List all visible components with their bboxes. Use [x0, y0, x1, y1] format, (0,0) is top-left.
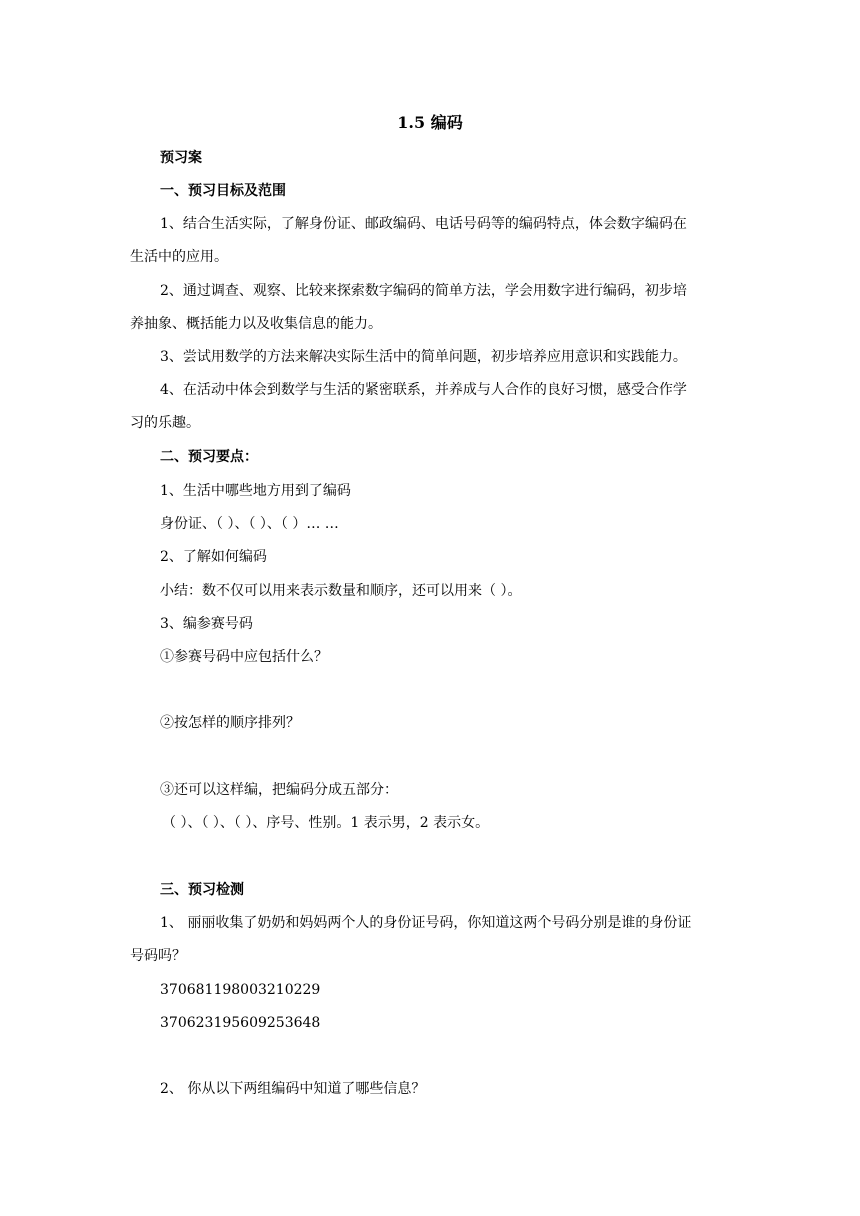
point-3: 3、编参赛号码 — [160, 616, 253, 632]
point-1: 1、生活中哪些地方用到了编码 — [160, 483, 351, 499]
question-3-fill: （ ）、（ ）、（ ）、序号、性别。1 表示男，2 表示女。 — [162, 815, 490, 831]
page-title: 1.5 编码 — [397, 113, 463, 132]
id-number-1: 370681198003210229 — [160, 982, 321, 998]
point-2-summary: 小结：数不仅可以用来表示数量和顺序，还可以用来（ ）。 — [160, 583, 522, 599]
heading-goals: 一、预习目标及范围 — [160, 183, 286, 199]
point-1-fill: 身份证、（ ）、（ ）、（ ）… … — [160, 516, 339, 532]
goal-2-line-1: 2、通过调查、观察、比较来探索数字编码的简单方法，学会用数字进行编码，初步培 — [160, 283, 687, 299]
id-number-2: 370623195609253648 — [160, 1015, 321, 1031]
heading-check: 三、预习检测 — [160, 882, 244, 898]
goal-4-line-2: 习的乐趣。 — [130, 415, 200, 431]
goal-3: 3、尝试用数学的方法来解决实际生活中的简单问题，初步培养应用意识和实践能力。 — [160, 349, 687, 365]
goal-4-line-1: 4、在活动中体会到数学与生活的紧密联系，并养成与人合作的良好习惯，感受合作学 — [160, 382, 687, 398]
question-3: ③还可以这样编，把编码分成五部分： — [160, 782, 398, 798]
question-2: ②按怎样的顺序排列？ — [160, 715, 300, 731]
point-2: 2、了解如何编码 — [160, 549, 267, 565]
goal-1-line-1: 1、结合生活实际，了解身份证、邮政编码、电话号码等的编码特点，体会数字编码在 — [160, 216, 687, 232]
task-1-line-1: 1、 丽丽收集了奶奶和妈妈两个人的身份证号码，你知道这两个号码分别是谁的身份证 — [160, 915, 692, 931]
question-1: ①参赛号码中应包括什么？ — [160, 649, 328, 665]
goal-1-line-2: 生活中的应用。 — [130, 249, 228, 265]
task-1-line-2: 号码吗？ — [130, 948, 186, 964]
goal-2-line-2: 养抽象、概括能力以及收集信息的能力。 — [130, 316, 382, 332]
heading-key-points: 二、预习要点： — [160, 449, 258, 465]
section-label-preview: 预习案 — [160, 150, 202, 166]
task-2: 2、 你从以下两组编码中知道了哪些信息？ — [160, 1081, 426, 1097]
